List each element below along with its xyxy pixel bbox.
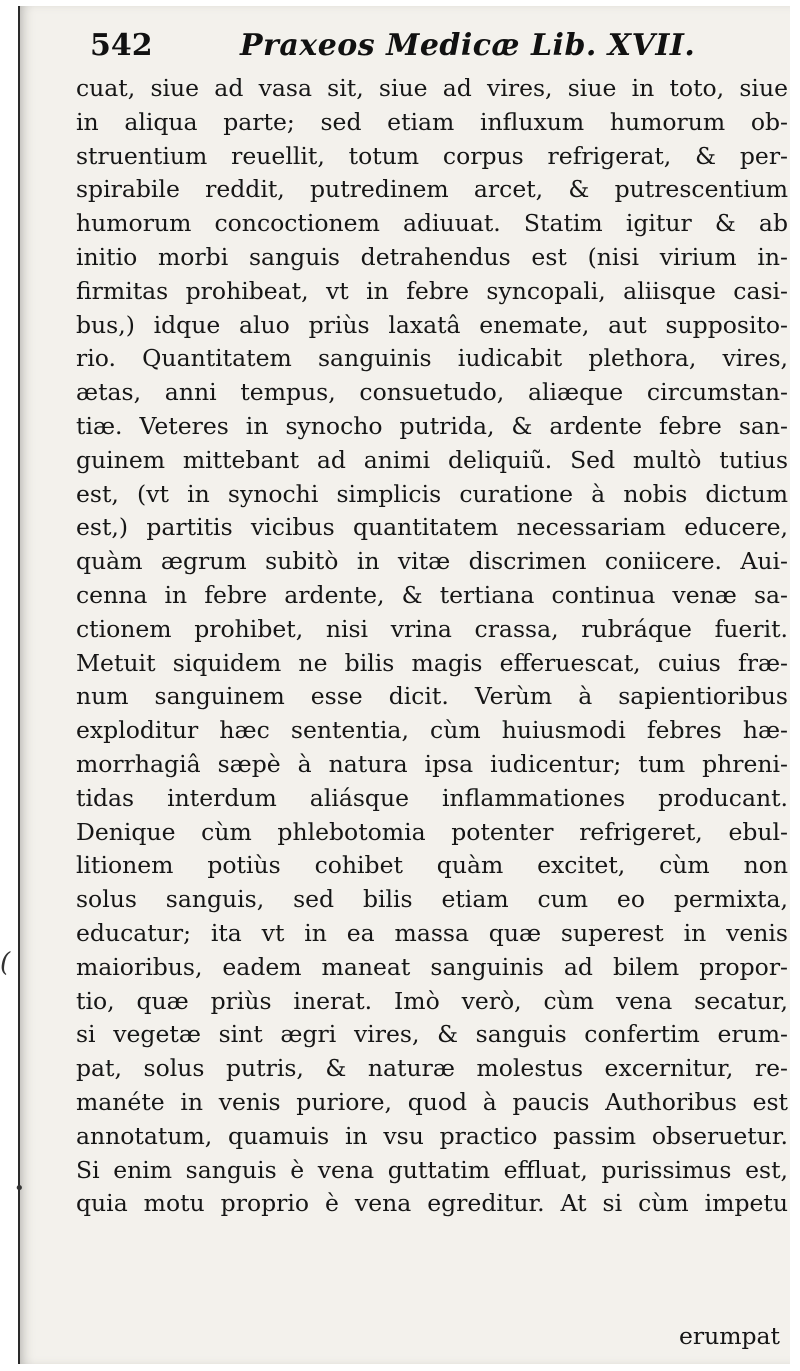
text-line: est, (vt in synochi simplicis curatione à nobis dictum	[76, 479, 788, 508]
page-header	[90, 28, 730, 68]
text-line: Si enim sanguis è vena guttatim effluat, purissimus est,	[76, 1155, 788, 1184]
text-line: ctionem prohibet, nisi vrina crassa, rubráque fuerit.	[76, 614, 788, 643]
text-line: tidas interdum aliásque inflammationes producant.	[76, 783, 788, 812]
book-page	[18, 6, 790, 1364]
text-line: pat, solus putris, & naturæ molestus excernitur, re-	[76, 1054, 788, 1083]
text-line: solus sanguis, sed bilis etiam cum eo permixta,	[76, 885, 788, 914]
text-line: educatur; ita vt in ea massa quæ superest in venis	[76, 918, 788, 947]
text-line: humorum concoctionem adiuuat. Statim igitur & ab	[76, 209, 788, 238]
text-line: Metuit siquidem ne bilis magis efferuescat, cuius fræ-	[76, 648, 788, 677]
text-line: struentium reuellit, totum corpus refrigerat, & per-	[76, 141, 788, 170]
text-line: annotatum, quamuis in vsu practico passim obseruetur.	[76, 1121, 788, 1150]
page-number: 542	[90, 28, 153, 63]
text-line: litionem potiùs cohibet quàm excitet, cùm non	[76, 851, 788, 880]
text-line: exploditur hæc sententia, cùm huiusmodi febres hæ-	[76, 716, 788, 745]
text-line: tiæ. Veteres in synocho putrida, & ardente febre san-	[76, 411, 788, 440]
margin-parenthesis-mark: (	[0, 948, 11, 978]
text-line: rio. Quantitatem sanguinis iudicabit plethora, vires,	[76, 344, 788, 373]
body-text	[76, 72, 788, 1221]
text-line: num sanguinem esse dicit. Verùm à sapientioribus	[76, 682, 788, 711]
text-line: in aliqua parte; sed etiam influxum humorum ob-	[76, 107, 788, 136]
text-line: spirabile reddit, putredinem arcet, & putrescentium	[76, 175, 788, 204]
text-line: maioribus, eadem maneat sanguinis ad bilem propor-	[76, 952, 788, 981]
text-line: cenna in febre ardente, & tertiana continua venæ sa-	[76, 580, 788, 609]
text-line: manéte in venis puriore, quod à paucis Authoribus est	[76, 1087, 788, 1116]
text-line: tio, quæ priùs inerat. Imò verò, cùm vena secatur,	[76, 986, 788, 1015]
text-line: bus,) idque aluo priùs laxatâ enemate, aut supposito-	[76, 310, 788, 339]
margin-dot-mark: •	[14, 1178, 25, 1199]
text-line: si vegetæ sint ægri vires, & sanguis confertim erum-	[76, 1020, 788, 1049]
catchword: erumpat	[678, 1322, 780, 1350]
text-line: firmitas prohibeat, vt in febre syncopali, aliisque casi-	[76, 276, 788, 305]
text-line: cuat, siue ad vasa sit, siue ad vires, siue in toto, siue	[76, 74, 788, 102]
text-line: est,) partitis vicibus quantitatem necessariam educere,	[76, 513, 788, 542]
text-line: quàm ægrum subitò in vitæ discrimen coniicere. Aui-	[76, 547, 788, 576]
text-line: morrhagiâ sæpè à natura ipsa iudicentur; tum phreni-	[76, 749, 788, 778]
text-line: guinem mittebant ad animi deliquiũ. Sed multò tutius	[76, 445, 788, 474]
text-line: Denique cùm phlebotomia potenter refrigeret, ebul-	[76, 817, 788, 846]
text-line: quia motu proprio è vena egreditur. At si cùm impetu	[76, 1189, 788, 1218]
running-title: Praxeos Medicæ Lib. XVII.	[240, 28, 696, 63]
text-line: initio morbi sanguis detrahendus est (nisi virium in-	[76, 242, 788, 271]
text-line: ætas, anni tempus, consuetudo, aliæque circumstan-	[76, 378, 788, 407]
